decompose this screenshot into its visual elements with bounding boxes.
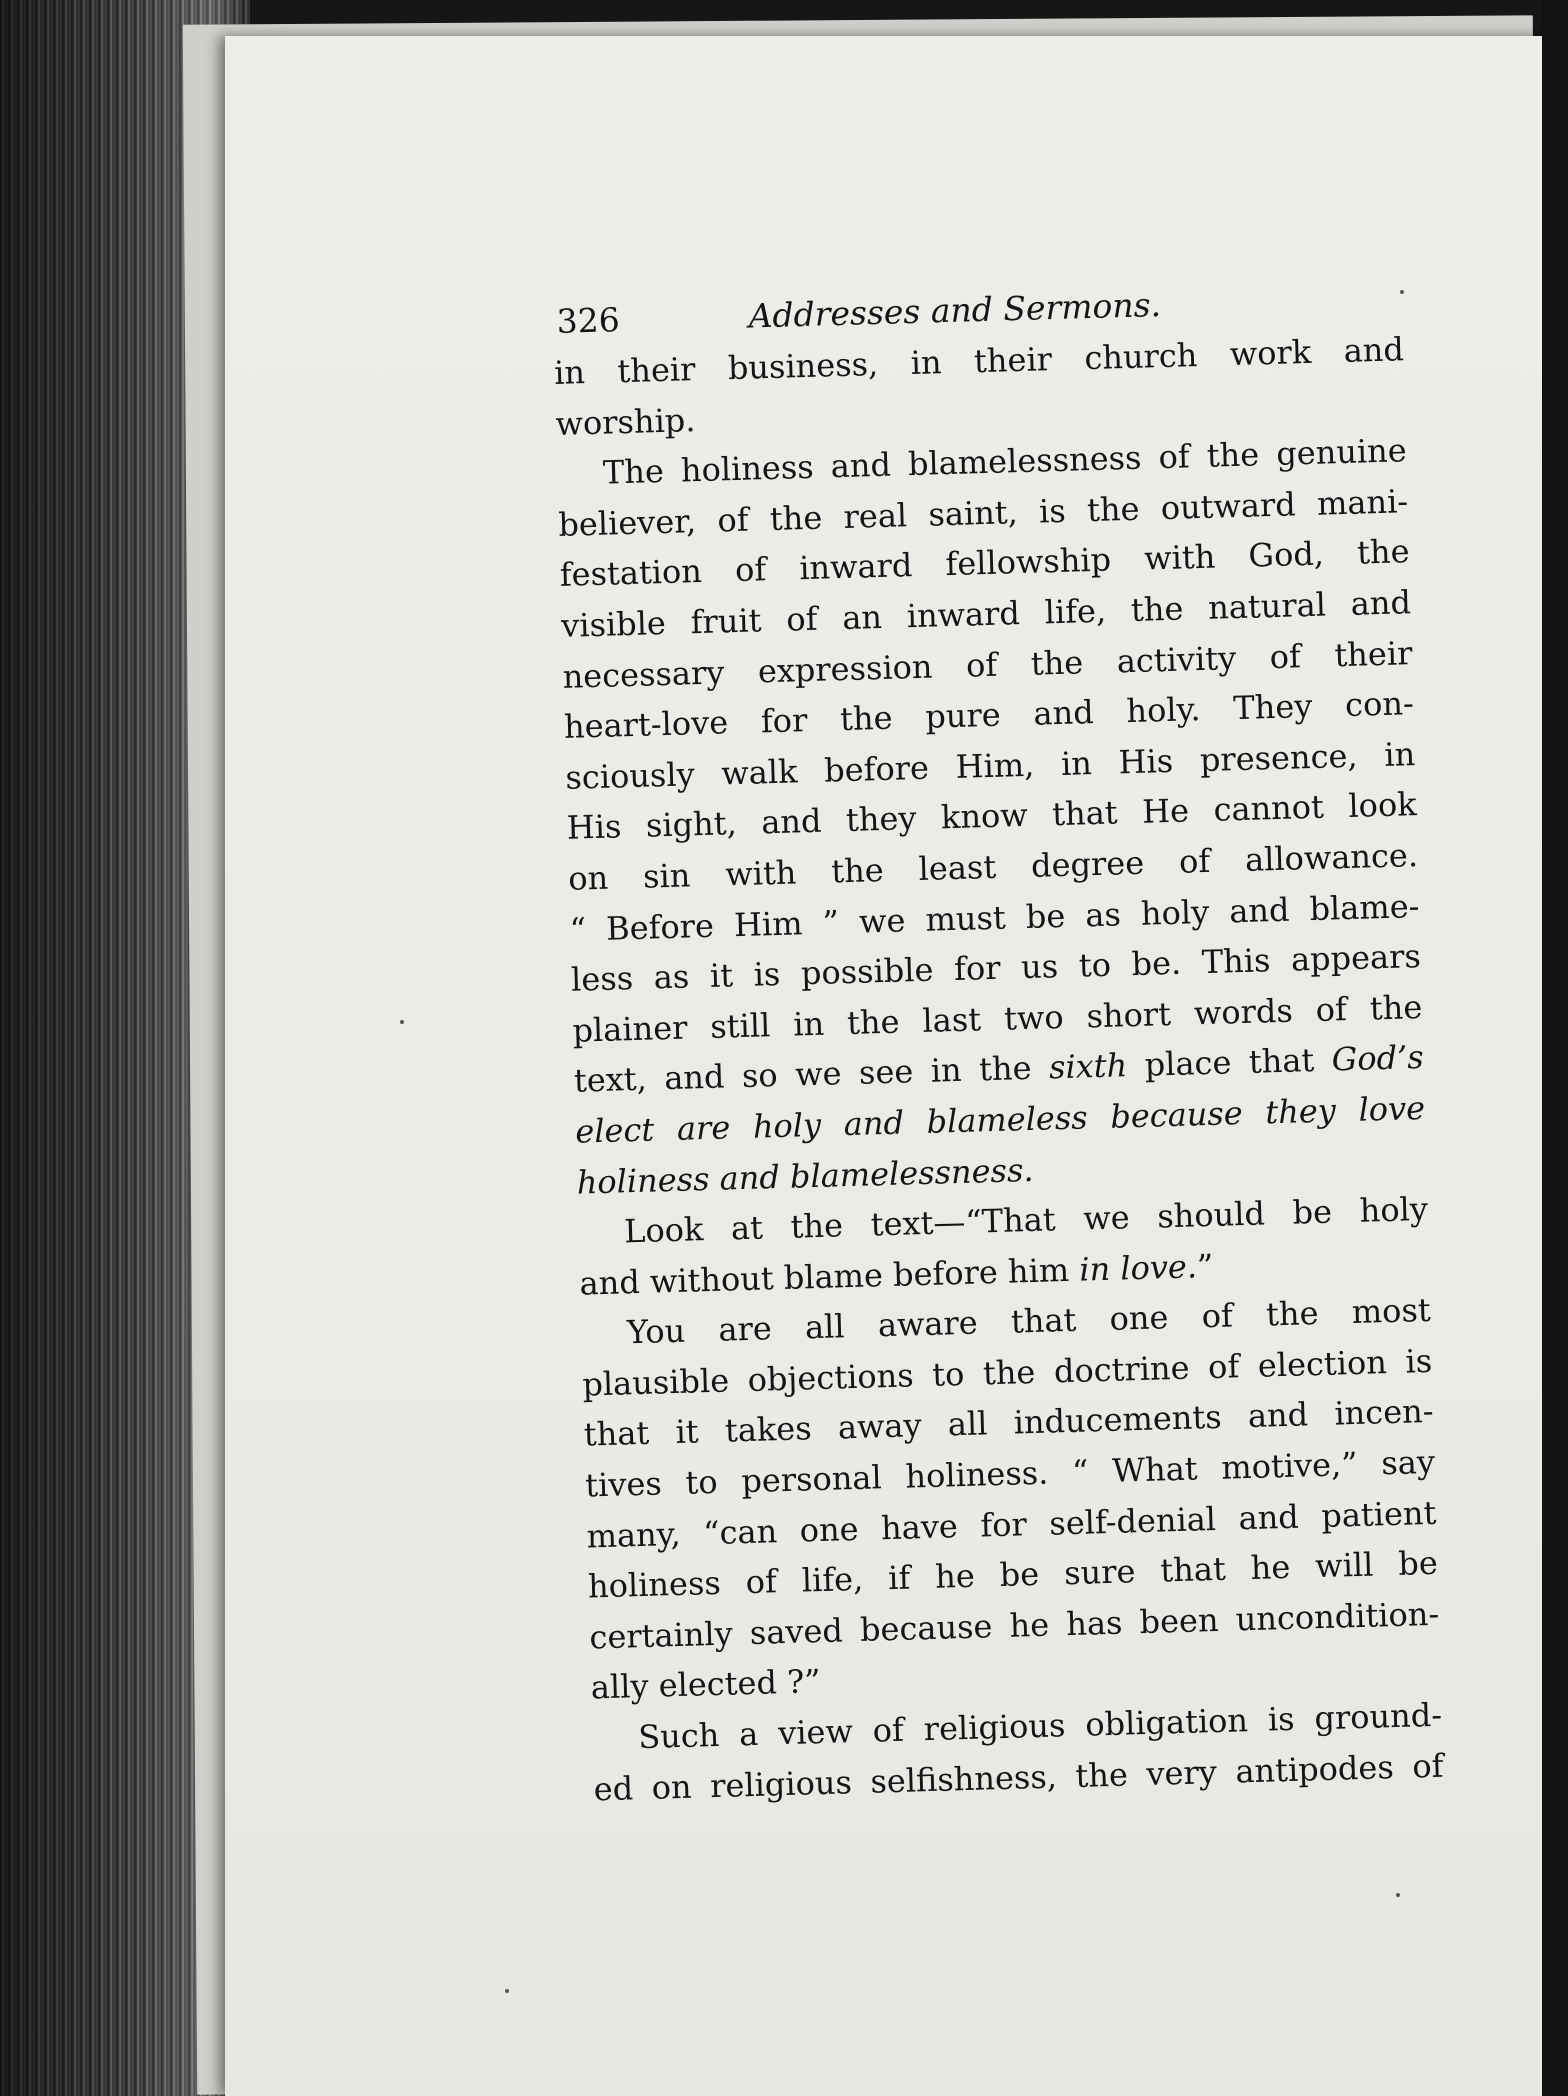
paragraph-first-line: You are all aware that one of the most bbox=[626, 1291, 1432, 1352]
paper-speck bbox=[505, 1989, 509, 1993]
page-number: 326 bbox=[556, 300, 621, 341]
scan-border bbox=[1542, 0, 1568, 2096]
text-line-italic: holiness and blamelessness. bbox=[576, 1150, 1035, 1202]
text-line: plausible objections to the doctrine of election is bbox=[581, 1341, 1433, 1404]
text-line: text, and so we see in the sixth place that God’s bbox=[573, 1038, 1425, 1100]
text-line-italic: elect are holy and blameless because they love bbox=[574, 1088, 1426, 1151]
page-text bbox=[552, 272, 1444, 1814]
text-line: in their business, in their church work and bbox=[553, 330, 1405, 392]
paragraph-first-line: Look at the text—“That we should be holy bbox=[623, 1190, 1429, 1251]
paper-speck bbox=[400, 1020, 404, 1024]
text-line: worship. bbox=[555, 400, 696, 443]
text-line: believer, of the real saint, is the outward mani- bbox=[557, 481, 1409, 544]
text-line: on sin with the least degree of allowance. bbox=[567, 835, 1419, 898]
text-line: ally elected ?” bbox=[590, 1662, 822, 1707]
text-line: visible fruit of an inward life, the natural and bbox=[560, 583, 1412, 645]
text-line: ed on religious selfishness, the very antipodes of bbox=[593, 1746, 1444, 1809]
text-line: tives to personal holiness. “ What motive,” say bbox=[584, 1442, 1436, 1505]
text-line: sciously walk before Him, in His presence, in bbox=[564, 734, 1416, 797]
paragraph-first-line: The holiness and blamelessness of the genuine bbox=[602, 431, 1408, 492]
text-line: heart-love for the pure and holy. They con- bbox=[563, 684, 1415, 746]
emphasis-in-love: in love. bbox=[1078, 1247, 1198, 1289]
text-line: His sight, and they know that He cannot look bbox=[566, 785, 1418, 848]
text-line: festation of inward fellowship with God, the bbox=[559, 532, 1410, 595]
paper-speck bbox=[1396, 1893, 1400, 1897]
text-line: and without blame before him in love.” bbox=[579, 1246, 1214, 1303]
emphasis-gods: God’s bbox=[1331, 1038, 1425, 1079]
text-line: plainer still in the last two short words of the bbox=[571, 987, 1423, 1050]
text-line: many, “can one have for self-denial and patient bbox=[586, 1493, 1437, 1556]
running-title: Addresses and Sermons. bbox=[748, 285, 1162, 336]
text-line: “ Before Him ” we must be as holy and blame- bbox=[569, 886, 1420, 949]
emphasis-sixth: sixth bbox=[1048, 1046, 1128, 1087]
text-line: less as it is possible for us to be. This appears bbox=[570, 937, 1422, 999]
text-line: that it takes away all inducements and incen- bbox=[583, 1392, 1435, 1455]
text-line: holiness of life, if he be sure that he will be bbox=[587, 1544, 1439, 1606]
text-line: necessary expression of the activity of their bbox=[562, 633, 1413, 696]
paragraph-first-line: Such a view of religious obligation is ground- bbox=[637, 1695, 1443, 1757]
text-line: certainly saved because he has been uncondition- bbox=[588, 1594, 1440, 1657]
